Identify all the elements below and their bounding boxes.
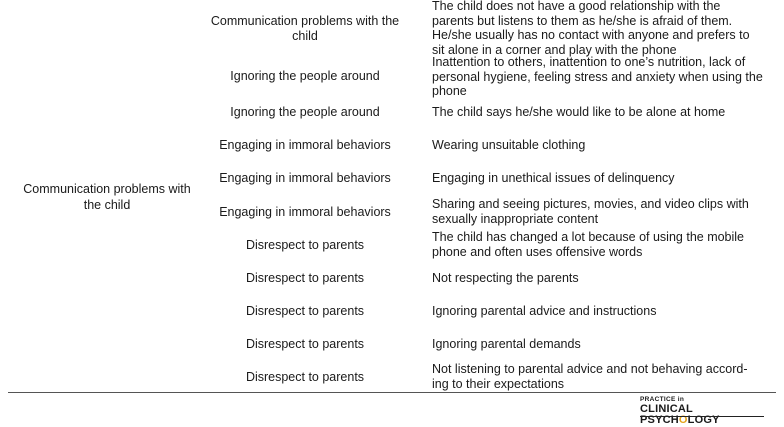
journal-logo	[640, 397, 770, 426]
subcategory-cell: Engaging in immoral behaviors	[219, 171, 391, 185]
description-cell: Inattention to others, inattention to one’s nutrition, lack of personal hygiene, feeling stress and anxiety when using the phone	[432, 55, 763, 98]
subcategory-cell: Disrespect to parents	[245, 238, 365, 252]
table-bottom-rule	[8, 392, 776, 393]
logo-text-a: CLINICAL PSYCH	[640, 402, 693, 426]
description-cell: Ignoring parental advice and instructions	[432, 304, 657, 318]
logo-underline	[640, 416, 764, 417]
description-cell: The child has changed a lot because of using the mobile phone and often uses offensive words	[432, 230, 745, 259]
subcategory-cell: Disrespect to parents	[245, 271, 365, 285]
subcategory-cell: Engaging in immoral behaviors	[219, 205, 391, 219]
findings-table	[8, 0, 776, 392]
subcategory-cell: Disrespect to parents	[245, 304, 365, 318]
subcategory-cell: Engaging in immoral behaviors	[219, 138, 391, 152]
logo-line-1: PRACTICE in	[640, 396, 685, 403]
subcategory-cell: Disrespect to parents	[245, 337, 365, 351]
subcategory-cell: Ignoring the people around	[230, 105, 380, 119]
description-cell: Ignoring parental demands	[432, 337, 581, 351]
category-cell: Communication problems with the child	[23, 182, 191, 212]
description-cell: Engaging in unethical issues of delinquency	[432, 171, 675, 185]
description-cell: Not listening to parental advice and not behaving accord-ing to their expectations	[432, 362, 748, 391]
logo-text-b: LOGY	[687, 413, 720, 426]
description-cell: Not respecting the parents	[432, 271, 579, 285]
description-cell: Sharing and seeing pictures, movies, and video clips with sexually inappropriate content	[432, 197, 749, 226]
subcategory-cell: Disrespect to parents	[245, 370, 365, 384]
description-cell: The child says he/she would like to be alone at home	[432, 105, 726, 119]
logo-line-2	[640, 404, 770, 426]
subcategory-cell: Communication problems with the child	[210, 14, 400, 43]
description-cell: Wearing unsuitable clothing	[432, 138, 586, 152]
subcategory-cell: Ignoring the people around	[230, 69, 380, 83]
description-cell: The child does not have a good relationship with the parents but listens to them as he/she is afraid of them. He/she usually has no contact with anyone and prefers to sit alone in a corner and play with the phone	[432, 0, 750, 57]
logo-text-o: O	[678, 413, 688, 426]
